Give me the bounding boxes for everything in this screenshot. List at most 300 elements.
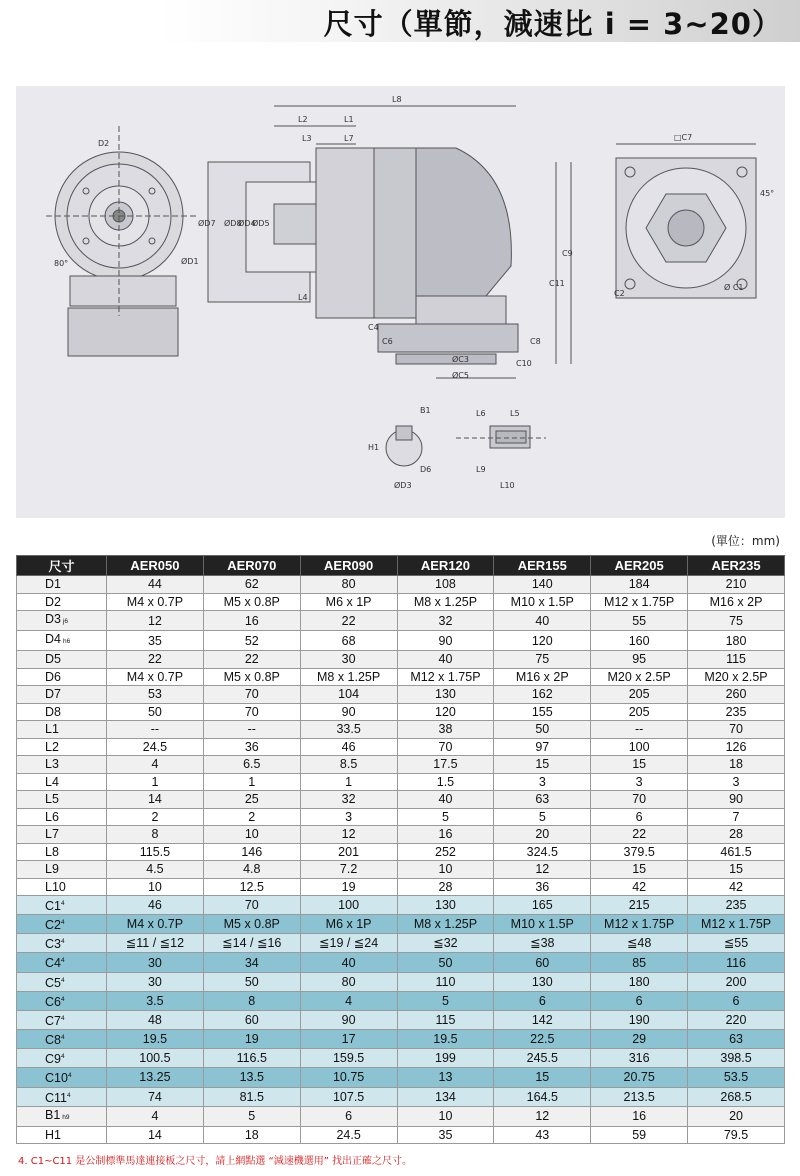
dim-label: 45°: [760, 189, 775, 198]
table-cell: 116.5: [203, 1049, 300, 1068]
table-cell: 24.5: [107, 738, 204, 756]
dim-label: ØC5: [452, 371, 469, 380]
table-cell: 159.5: [300, 1049, 397, 1068]
dim-label: □C7: [674, 133, 693, 142]
table-cell: 19: [203, 1030, 300, 1049]
table-cell: 130: [397, 686, 494, 704]
table-cell: 46: [300, 738, 397, 756]
table-cell: 3: [300, 808, 397, 826]
table-cell: 81.5: [203, 1087, 300, 1106]
table-row: [17, 934, 785, 953]
row-label: L1: [17, 721, 107, 739]
table-cell: 268.5: [688, 1087, 785, 1106]
table-cell: 140: [494, 576, 591, 594]
table-row: [17, 668, 785, 686]
table-cell: 70: [591, 791, 688, 809]
table-cell: 43: [494, 1126, 591, 1144]
table-cell: 108: [397, 576, 494, 594]
dim-label: L6: [476, 409, 486, 418]
table-cell: 33.5: [300, 721, 397, 739]
table-row: [17, 1068, 785, 1087]
table-cell: M5 x 0.8P: [203, 593, 300, 611]
row-label: D6: [17, 668, 107, 686]
dim-label: ØD7: [198, 219, 216, 228]
table-cell: 130: [494, 972, 591, 991]
table-cell: 50: [107, 703, 204, 721]
table-row: [17, 738, 785, 756]
dim-label: ØD1: [181, 257, 199, 266]
row-label: $C5^4$: [17, 972, 107, 991]
table-row: [17, 896, 785, 915]
table-cell: 1.5: [397, 773, 494, 791]
row-label: D8: [17, 703, 107, 721]
table-cell: 6.5: [203, 756, 300, 774]
table-cell: 162: [494, 686, 591, 704]
table-cell: 12: [107, 611, 204, 631]
row-label: L4: [17, 773, 107, 791]
dim-label: ØD3: [394, 481, 412, 490]
row-label: D2: [17, 593, 107, 611]
table-cell: M12 x 1.75P: [591, 593, 688, 611]
table-row: [17, 953, 785, 972]
table-cell: 7: [688, 808, 785, 826]
table-cell: 28: [688, 826, 785, 844]
row-label: L6: [17, 808, 107, 826]
table-cell: M8 x 1.25P: [300, 668, 397, 686]
table-cell: 18: [203, 1126, 300, 1144]
table-cell: 53: [107, 686, 204, 704]
table-cell: 85: [591, 953, 688, 972]
table-cell: 260: [688, 686, 785, 704]
table-cell: 40: [397, 651, 494, 669]
table-row: [17, 915, 785, 934]
table-cell: 95: [591, 651, 688, 669]
table-cell: 19.5: [397, 1030, 494, 1049]
dim-label: C6: [382, 337, 393, 346]
table-cell: 90: [300, 703, 397, 721]
row-label: D5: [17, 651, 107, 669]
table-cell: 184: [591, 576, 688, 594]
table-cell: 164.5: [494, 1087, 591, 1106]
table-cell: 52: [203, 631, 300, 651]
table-cell: 13.25: [107, 1068, 204, 1087]
table-cell: 3: [591, 773, 688, 791]
row-label: L9: [17, 861, 107, 879]
table-cell: 38: [397, 721, 494, 739]
table-cell: ≦55: [688, 934, 785, 953]
table-cell: 165: [494, 896, 591, 915]
table-cell: 42: [688, 878, 785, 896]
table-cell: ≦14 / ≦16: [203, 934, 300, 953]
table-cell: 115.5: [107, 843, 204, 861]
table-cell: 6: [591, 808, 688, 826]
table-cell: 30: [107, 972, 204, 991]
table-cell: 4: [107, 1106, 204, 1126]
table-cell: 13.5: [203, 1068, 300, 1087]
table-row: [17, 808, 785, 826]
dim-label: L5: [510, 409, 520, 418]
row-label: B1 h9: [17, 1106, 107, 1126]
dim-label: C9: [562, 249, 573, 258]
table-cell: 205: [591, 686, 688, 704]
table-cell: 19: [300, 878, 397, 896]
table-cell: 53.5: [688, 1068, 785, 1087]
table-cell: M10 x 1.5P: [494, 593, 591, 611]
table-cell: 8.5: [300, 756, 397, 774]
table-cell: 22.5: [494, 1030, 591, 1049]
table-cell: 12: [494, 861, 591, 879]
table-cell: M4 x 0.7P: [107, 593, 204, 611]
table-cell: 398.5: [688, 1049, 785, 1068]
table-cell: 46: [107, 896, 204, 915]
table-cell: 13: [397, 1068, 494, 1087]
table-cell: 100: [300, 896, 397, 915]
unit-label: (單位：mm): [711, 534, 780, 548]
table-cell: M6 x 1P: [300, 915, 397, 934]
table-cell: 35: [107, 631, 204, 651]
column-header: AER155: [494, 556, 591, 576]
table-row: [17, 631, 785, 651]
table-cell: 379.5: [591, 843, 688, 861]
table-cell: 40: [397, 791, 494, 809]
column-header: AER120: [397, 556, 494, 576]
table-row: [17, 826, 785, 844]
table-cell: 1: [203, 773, 300, 791]
table-row: [17, 1049, 785, 1068]
footnote: 4. C1~C11 是公制標準馬達連接板之尺寸，請上網點選 “減速機選用” 找出正確之尺寸。: [18, 1156, 413, 1167]
column-header: AER070: [203, 556, 300, 576]
table-cell: 15: [688, 861, 785, 879]
table-cell: 110: [397, 972, 494, 991]
dim-label: D2: [98, 139, 110, 148]
table-cell: 6: [591, 991, 688, 1010]
table-row: [17, 991, 785, 1010]
table-cell: ≦11 / ≦12: [107, 934, 204, 953]
table-row: [17, 861, 785, 879]
table-row: [17, 1087, 785, 1106]
table-cell: 180: [688, 631, 785, 651]
table-cell: 50: [397, 953, 494, 972]
table-cell: 120: [397, 703, 494, 721]
table-cell: ≦32: [397, 934, 494, 953]
table-cell: 16: [591, 1106, 688, 1126]
table-body: [17, 576, 785, 1144]
table-cell: ≦48: [591, 934, 688, 953]
dim-label: ØC3: [452, 355, 469, 364]
table-cell: 115: [688, 651, 785, 669]
table-cell: 213.5: [591, 1087, 688, 1106]
table-cell: 3: [688, 773, 785, 791]
table-row: [17, 773, 785, 791]
table-row: [17, 703, 785, 721]
table-cell: 42: [591, 878, 688, 896]
table-cell: 14: [107, 791, 204, 809]
table-cell: M4 x 0.7P: [107, 668, 204, 686]
table-cell: --: [203, 721, 300, 739]
table-cell: 36: [203, 738, 300, 756]
table-cell: M16 x 2P: [688, 593, 785, 611]
table-cell: 199: [397, 1049, 494, 1068]
table-cell: 1: [300, 773, 397, 791]
table-cell: 130: [397, 896, 494, 915]
dim-label: Ø C1: [724, 283, 744, 292]
table-cell: 155: [494, 703, 591, 721]
table-cell: 29: [591, 1030, 688, 1049]
table-cell: 16: [397, 826, 494, 844]
table-cell: 200: [688, 972, 785, 991]
table-cell: 80: [300, 972, 397, 991]
table-cell: 215: [591, 896, 688, 915]
row-label: $C7^4$: [17, 1010, 107, 1029]
table-row: [17, 576, 785, 594]
table-cell: 75: [688, 611, 785, 631]
dim-label: L4: [298, 293, 308, 302]
table-cell: 1: [107, 773, 204, 791]
table-row: [17, 721, 785, 739]
column-header: 尺寸: [17, 556, 107, 576]
table-cell: 100.5: [107, 1049, 204, 1068]
table-header-row: [17, 556, 785, 576]
dim-label: L8: [392, 95, 402, 104]
dim-label: ØD8: [224, 219, 242, 228]
table-cell: 4: [300, 991, 397, 1010]
table-cell: 62: [203, 576, 300, 594]
table-cell: 142: [494, 1010, 591, 1029]
table-row: [17, 611, 785, 631]
table-cell: 205: [591, 703, 688, 721]
table-cell: 59: [591, 1126, 688, 1144]
row-label: L10: [17, 878, 107, 896]
table-cell: 190: [591, 1010, 688, 1029]
table-cell: M6 x 1P: [300, 593, 397, 611]
table-cell: 90: [300, 1010, 397, 1029]
table-cell: M12 x 1.75P: [397, 668, 494, 686]
table-cell: 160: [591, 631, 688, 651]
table-cell: 32: [397, 611, 494, 631]
table-cell: 6: [494, 991, 591, 1010]
row-label: L5: [17, 791, 107, 809]
table-cell: 15: [494, 1068, 591, 1087]
table-cell: 10: [107, 878, 204, 896]
table-cell: ≦38: [494, 934, 591, 953]
column-header: AER205: [591, 556, 688, 576]
table-cell: 8: [203, 991, 300, 1010]
table-cell: 134: [397, 1087, 494, 1106]
table-cell: 22: [300, 611, 397, 631]
table-cell: 48: [107, 1010, 204, 1029]
table-cell: M12 x 1.75P: [591, 915, 688, 934]
table-cell: 70: [203, 686, 300, 704]
table-row: [17, 756, 785, 774]
table-cell: 5: [397, 808, 494, 826]
page-title: 尺寸（單節，減速比 i = 3~20）: [323, 7, 782, 41]
table-row: [17, 1010, 785, 1029]
table-cell: 12.5: [203, 878, 300, 896]
dim-label: C4: [368, 323, 379, 332]
table-cell: 180: [591, 972, 688, 991]
row-label: $C6^4$: [17, 991, 107, 1010]
table-row: [17, 651, 785, 669]
table-cell: 25: [203, 791, 300, 809]
table-cell: --: [107, 721, 204, 739]
table-cell: 60: [203, 1010, 300, 1029]
table-cell: 220: [688, 1010, 785, 1029]
dim-label: B1: [420, 406, 431, 415]
table-cell: 116: [688, 953, 785, 972]
table-cell: 22: [591, 826, 688, 844]
table-cell: 2: [107, 808, 204, 826]
table-cell: 36: [494, 878, 591, 896]
dim-label: C11: [549, 279, 565, 288]
table-cell: 22: [107, 651, 204, 669]
table-row: [17, 791, 785, 809]
table-cell: 10: [397, 861, 494, 879]
table-cell: M12 x 1.75P: [688, 915, 785, 934]
table-cell: 16: [203, 611, 300, 631]
table-cell: 324.5: [494, 843, 591, 861]
dim-label: L2: [298, 115, 308, 124]
dim-label: C2: [614, 289, 625, 298]
table-cell: 40: [494, 611, 591, 631]
table-cell: 30: [300, 651, 397, 669]
table-cell: 30: [107, 953, 204, 972]
table-cell: M8 x 1.25P: [397, 915, 494, 934]
table-cell: 316: [591, 1049, 688, 1068]
table-cell: 3.5: [107, 991, 204, 1010]
table-cell: 5: [203, 1106, 300, 1126]
row-label: $C10^4$: [17, 1068, 107, 1087]
row-label: L2: [17, 738, 107, 756]
table-cell: 12: [300, 826, 397, 844]
table-cell: 104: [300, 686, 397, 704]
dim-label: L1: [344, 115, 354, 124]
table-cell: 201: [300, 843, 397, 861]
row-label: D1: [17, 576, 107, 594]
row-label: $C2^4$: [17, 915, 107, 934]
table-cell: 107.5: [300, 1087, 397, 1106]
row-label: $C3^4$: [17, 934, 107, 953]
table-cell: 70: [397, 738, 494, 756]
table-cell: 14: [107, 1126, 204, 1144]
row-label: D7: [17, 686, 107, 704]
table-row: [17, 1106, 785, 1126]
table-cell: 20: [688, 1106, 785, 1126]
row-label: $C11^4$: [17, 1087, 107, 1106]
table-row: [17, 593, 785, 611]
table-row: [17, 686, 785, 704]
table-cell: 79.5: [688, 1126, 785, 1144]
table-cell: 4.8: [203, 861, 300, 879]
row-label: H1: [17, 1126, 107, 1144]
table-cell: 15: [494, 756, 591, 774]
table-cell: 90: [688, 791, 785, 809]
dim-label: C8: [530, 337, 541, 346]
table-cell: 63: [688, 1030, 785, 1049]
row-label: D3 j6: [17, 611, 107, 631]
table-cell: 22: [203, 651, 300, 669]
table-cell: M16 x 2P: [494, 668, 591, 686]
table-cell: 18: [688, 756, 785, 774]
table-cell: 17.5: [397, 756, 494, 774]
table-cell: 10: [397, 1106, 494, 1126]
table-cell: 20.75: [591, 1068, 688, 1087]
table-cell: 70: [203, 703, 300, 721]
table-cell: 60: [494, 953, 591, 972]
row-label: $C8^4$: [17, 1030, 107, 1049]
table-row: [17, 843, 785, 861]
table-cell: 35: [397, 1126, 494, 1144]
table-cell: M10 x 1.5P: [494, 915, 591, 934]
table-cell: 5: [494, 808, 591, 826]
table-cell: 15: [591, 756, 688, 774]
table-cell: 7.2: [300, 861, 397, 879]
table-cell: 100: [591, 738, 688, 756]
table-cell: 3: [494, 773, 591, 791]
table-row: [17, 972, 785, 991]
technical-drawing: [16, 86, 785, 518]
table-cell: 120: [494, 631, 591, 651]
table-cell: 235: [688, 896, 785, 915]
dim-label: ØD5: [252, 219, 270, 228]
table-cell: 252: [397, 843, 494, 861]
table-cell: 15: [591, 861, 688, 879]
spec-table: [16, 555, 785, 1144]
table-cell: 32: [300, 791, 397, 809]
table-cell: M20 x 2.5P: [688, 668, 785, 686]
table-cell: 10: [203, 826, 300, 844]
row-label: L7: [17, 826, 107, 844]
table-cell: 70: [203, 896, 300, 915]
table-cell: M5 x 0.8P: [203, 915, 300, 934]
table-cell: 6: [300, 1106, 397, 1126]
table-row: [17, 1126, 785, 1144]
table-cell: M8 x 1.25P: [397, 593, 494, 611]
table-cell: 461.5: [688, 843, 785, 861]
dim-label: ØD4: [238, 219, 256, 228]
table-cell: 235: [688, 703, 785, 721]
dim-label: L7: [344, 134, 354, 143]
dim-label: L9: [476, 465, 486, 474]
table-cell: 115: [397, 1010, 494, 1029]
table-cell: 210: [688, 576, 785, 594]
table-cell: 50: [203, 972, 300, 991]
dim-label: L10: [500, 481, 515, 490]
table-cell: 12: [494, 1106, 591, 1126]
table-cell: M5 x 0.8P: [203, 668, 300, 686]
row-label: $C9^4$: [17, 1049, 107, 1068]
table-cell: 50: [494, 721, 591, 739]
table-cell: 19.5: [107, 1030, 204, 1049]
table-cell: 97: [494, 738, 591, 756]
table-cell: 40: [300, 953, 397, 972]
table-cell: 245.5: [494, 1049, 591, 1068]
table-cell: 2: [203, 808, 300, 826]
column-header: AER235: [688, 556, 785, 576]
table-cell: 70: [688, 721, 785, 739]
row-label: L3: [17, 756, 107, 774]
table-cell: 68: [300, 631, 397, 651]
table-cell: 17: [300, 1030, 397, 1049]
table-row: [17, 878, 785, 896]
table-cell: 8: [107, 826, 204, 844]
table-cell: 6: [688, 991, 785, 1010]
table-cell: 34: [203, 953, 300, 972]
row-label: $C4^4$: [17, 953, 107, 972]
table-cell: 80: [300, 576, 397, 594]
table-cell: 5: [397, 991, 494, 1010]
table-cell: 55: [591, 611, 688, 631]
table-cell: 4.5: [107, 861, 204, 879]
